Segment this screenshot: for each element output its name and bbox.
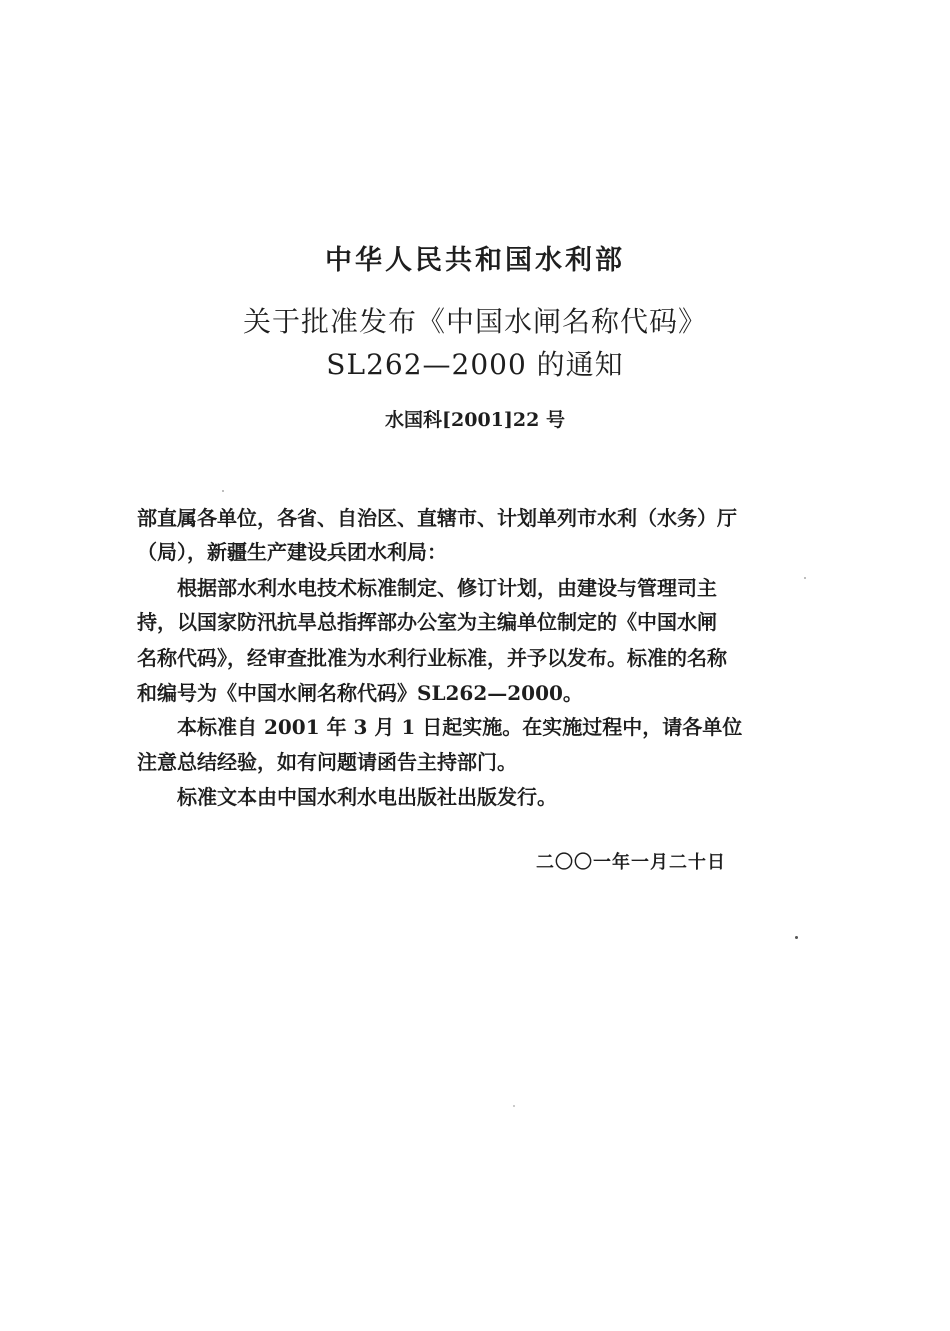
scan-speck <box>222 490 224 492</box>
body-line: 标准文本由中国水利水电出版社出版发行。 <box>177 785 557 809</box>
body-line: 根据部水利水电技术标准制定、修订计划，由建设与管理司主 <box>177 576 717 600</box>
issuing-ministry: 中华人民共和国水利部 <box>325 245 625 276</box>
body-line: 名称代码》，经审查批准为水利行业标准，并予以发布。标准的名称 <box>137 646 727 670</box>
body-line: 持，以国家防汛抗旱总指挥部办公室为主编单位制定的《中国水闸 <box>137 610 717 634</box>
scan-speck <box>513 1105 515 1107</box>
scan-speck <box>804 577 806 579</box>
document-number: 水国科[2001]22 号 <box>385 409 565 431</box>
body-line: （局），新疆生产建设兵团水利局： <box>137 540 447 564</box>
scan-speck <box>795 936 798 939</box>
notice-title-line-1: 关于批准发布《中国水闸名称代码》 <box>242 305 707 338</box>
body-line: 部直属各单位，各省、自治区、直辖市、计划单列市水利（水务）厅 <box>137 506 737 530</box>
notice-title-line-2: SL262—2000 的通知 <box>326 348 624 381</box>
issue-date: 二〇〇一年一月二十日 <box>536 852 726 873</box>
body-line: 注意总结经验，如有问题请函告主持部门。 <box>137 750 517 774</box>
body-line: 和编号为《中国水闸名称代码》SL262—2000。 <box>137 681 583 705</box>
body-line: 本标准自 2001 年 3 月 1 日起实施。在实施过程中，请各单位 <box>177 715 743 739</box>
